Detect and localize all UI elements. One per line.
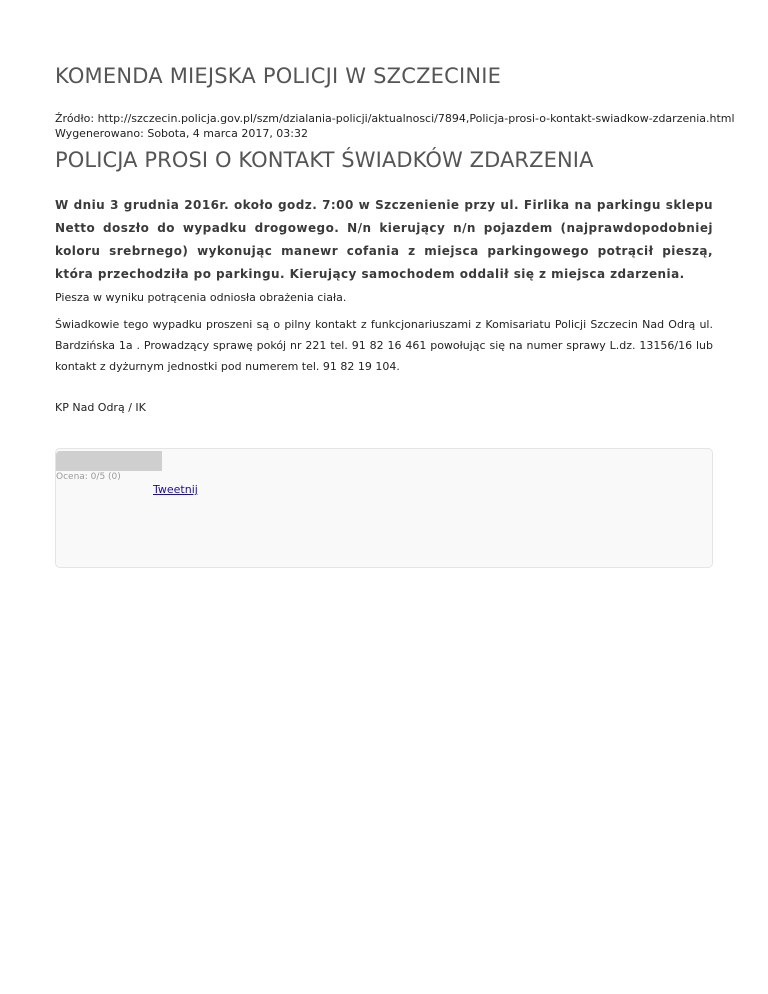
site-title: KOMENDA MIEJSKA POLICJI W SZCZECINIE bbox=[55, 64, 502, 88]
article-paragraph-2: Świadkowie tego wypadku proszeni są o pilny kontakt z funkcjonariuszami z Komisariatu Policji Szczecin Nad Odrą ul. Bardzińska 1a . Prowadzący sprawę pokój nr 221 tel. 91 82 16 461 powołując się na numer sprawy L.dz. 13156/16 lub kontakt z dyżurnym jednostki pod numerem tel. 91 82 19 104. bbox=[55, 318, 713, 373]
tweet-link[interactable]: Tweetnij bbox=[153, 483, 198, 496]
meta-info bbox=[55, 111, 735, 141]
rating-share-box bbox=[55, 448, 713, 568]
rating-stars[interactable] bbox=[56, 451, 162, 471]
article-paragraph-1: Piesza w wyniku potrącenia odniosła obrażenia ciała. bbox=[55, 291, 347, 304]
article-title: POLICJA PROSI O KONTAKT ŚWIADKÓW ZDARZENIA bbox=[55, 148, 594, 172]
source-url: Źródło: http://szczecin.policja.gov.pl/szm/dzialania-policji/aktualnosci/7894,Policja-prosi-o-kontakt-swiadkow-zdarzenia.html bbox=[55, 112, 735, 125]
rating-label: Ocena: 0/5 (0) bbox=[56, 472, 121, 482]
generated-date: Wygenerowano: Sobota, 4 marca 2017, 03:32 bbox=[55, 127, 309, 140]
article-signature: KP Nad Odrą / IK bbox=[55, 401, 146, 414]
article-lead: W dniu 3 grudnia 2016r. około godz. 7:00 w Szczenienie przy ul. Firlika na parkingu sklepu Netto doszło do wypadku drogowego. N/n kierujący n/n pojazdem (najprawdopodobniej koloru srebrnego) wykonując manewr cofania z miejsca parkingowego potrącił pieszą, która przechodziła po parkingu. Kierujący samochodem oddalił się z miejsca zdarzenia. bbox=[55, 198, 713, 281]
